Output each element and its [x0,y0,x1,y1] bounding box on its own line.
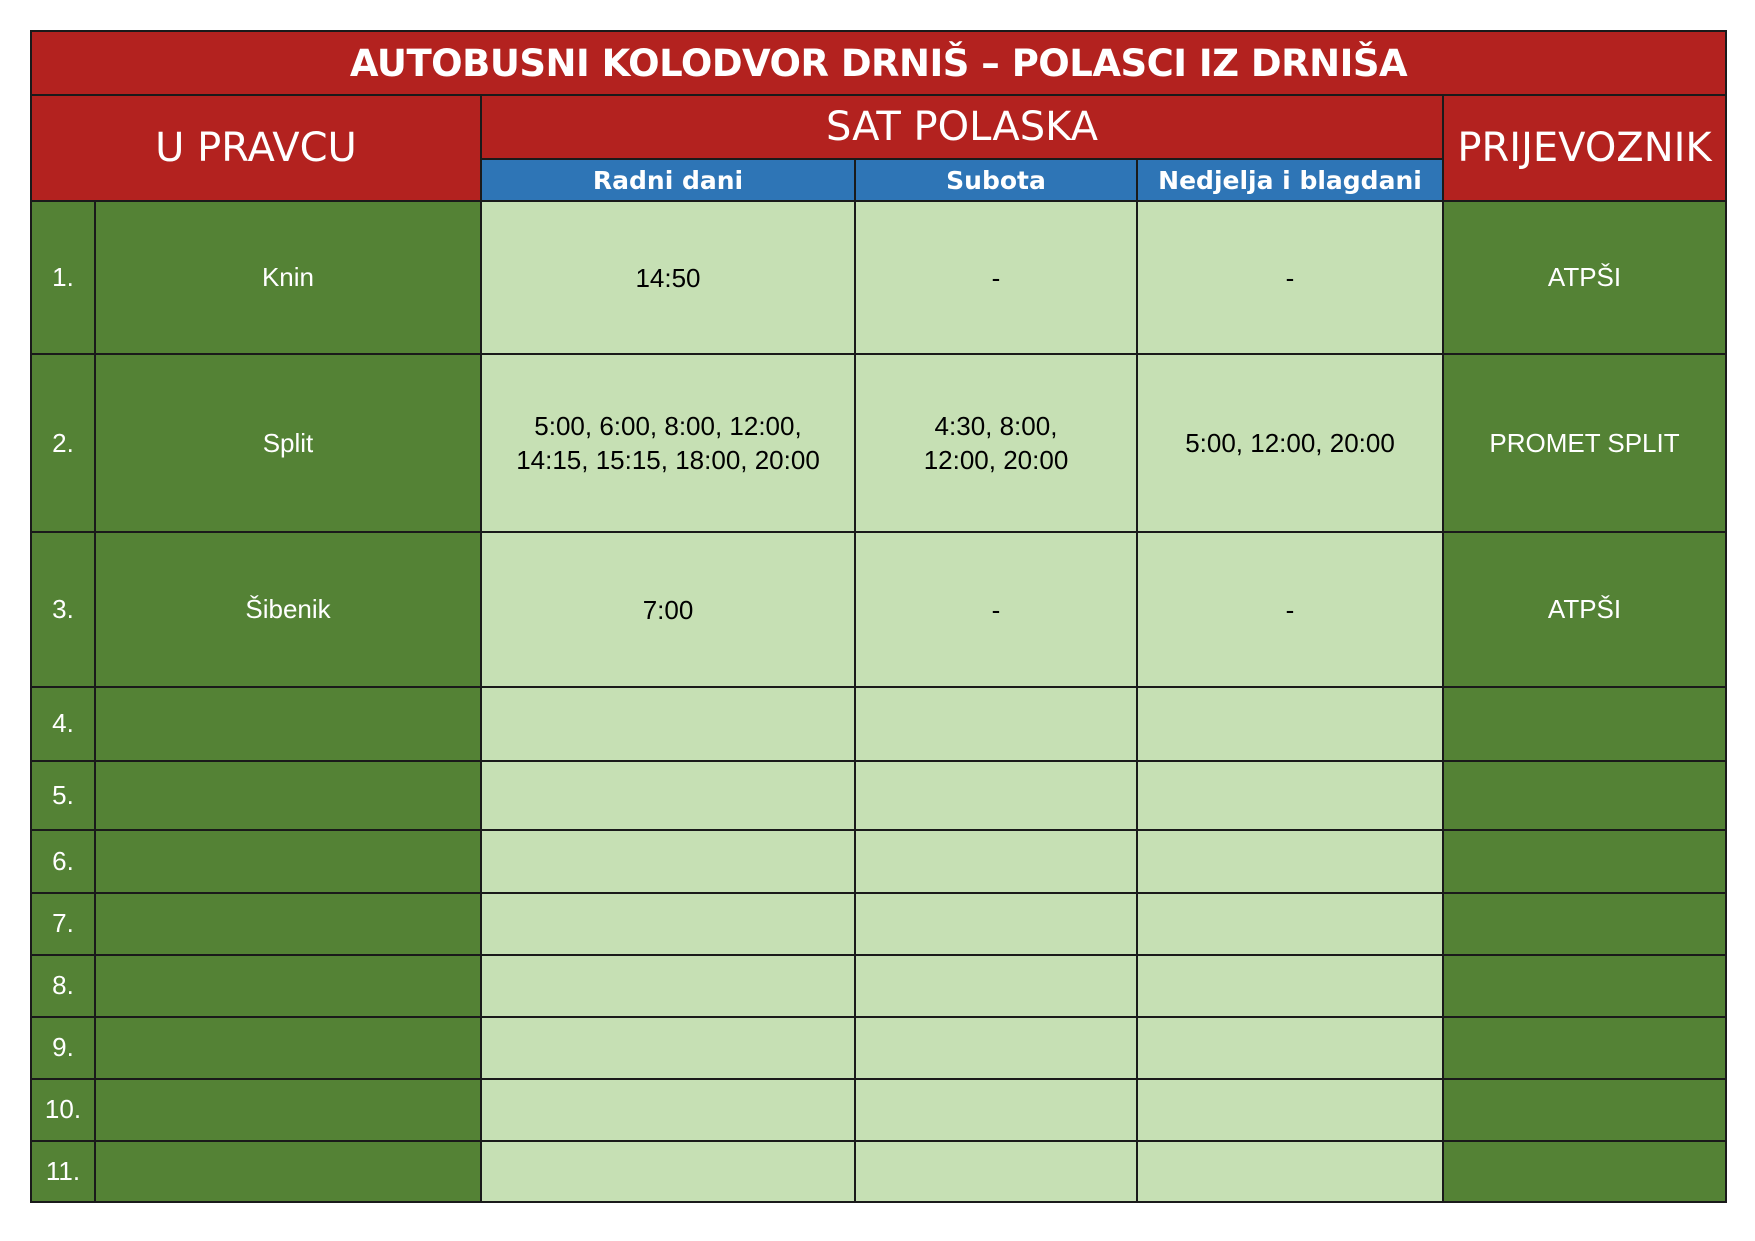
carrier-cell [1443,830,1726,893]
carrier-cell [1443,955,1726,1017]
table-row [31,893,1726,955]
direction-cell [95,830,481,893]
sunday-cell [1137,1017,1443,1079]
direction-cell: Šibenik [95,532,481,687]
saturday-cell [855,1141,1137,1202]
table-row [31,761,1726,830]
carrier-cell [1443,1017,1726,1079]
sunday-cell [1137,761,1443,830]
sunday-cell [1137,955,1443,1017]
direction-cell [95,955,481,1017]
sunday-cell: - [1137,532,1443,687]
table-row [31,687,1726,760]
saturday-cell: - [855,532,1137,687]
carrier-cell: ATPŠI [1443,532,1726,687]
saturday-cell: - [855,201,1137,354]
table-row [31,1017,1726,1079]
table-row [31,830,1726,893]
row-number: 11. [31,1141,95,1202]
workdays-cell: 7:00 [481,532,855,687]
page-title: AUTOBUSNI KOLODVOR DRNIŠ – POLASCI IZ DRNIŠA [31,31,1726,95]
row-number: 5. [31,761,95,830]
header-workdays: Radni dani [481,159,855,201]
saturday-cell [855,687,1137,760]
table-row [31,1141,1726,1202]
direction-cell [95,1079,481,1141]
direction-cell: Knin [95,201,481,354]
carrier-cell [1443,893,1726,955]
row-number: 10. [31,1079,95,1141]
sunday-cell [1137,1079,1443,1141]
saturday-cell [855,1079,1137,1141]
workdays-cell [481,1017,855,1079]
workdays-cell [481,1141,855,1202]
sunday-cell [1137,830,1443,893]
header-sunday-holidays: Nedjelja i blagdani [1137,159,1443,201]
sunday-cell: - [1137,201,1443,354]
workdays-cell: 14:50 [481,201,855,354]
workdays-cell [481,687,855,760]
workdays-cell: 5:00, 6:00, 8:00, 12:00, 14:15, 15:15, 18:00, 20:00 [481,354,855,532]
carrier-cell [1443,761,1726,830]
direction-cell [95,1141,481,1202]
workdays-cell [481,1079,855,1141]
header-direction: U PRAVCU [31,95,481,201]
carrier-cell: ATPŠI [1443,201,1726,354]
header-departure-time: SAT POLASKA [481,95,1443,159]
sunday-cell [1137,1141,1443,1202]
row-number: 9. [31,1017,95,1079]
direction-cell [95,1017,481,1079]
workdays-cell [481,830,855,893]
direction-cell [95,893,481,955]
table-row [31,354,1726,532]
direction-cell [95,761,481,830]
saturday-cell [855,893,1137,955]
carrier-cell [1443,1141,1726,1202]
saturday-cell [855,1017,1137,1079]
direction-cell: Split [95,354,481,532]
table-row [31,532,1726,687]
saturday-cell [855,761,1137,830]
workdays-cell [481,955,855,1017]
workdays-cell [481,893,855,955]
saturday-cell [855,830,1137,893]
row-number: 7. [31,893,95,955]
sunday-cell [1137,687,1443,760]
carrier-cell: PROMET SPLIT [1443,354,1726,532]
saturday-cell: 4:30, 8:00, 12:00, 20:00 [855,354,1137,532]
carrier-cell [1443,1079,1726,1141]
table-row [31,201,1726,354]
header-saturday: Subota [855,159,1137,201]
sunday-cell [1137,893,1443,955]
row-number: 8. [31,955,95,1017]
row-number: 4. [31,687,95,760]
sunday-cell: 5:00, 12:00, 20:00 [1137,354,1443,532]
row-number: 6. [31,830,95,893]
row-number: 3. [31,532,95,687]
carrier-cell [1443,687,1726,760]
saturday-cell [855,955,1137,1017]
direction-cell [95,687,481,760]
row-number: 2. [31,354,95,532]
workdays-cell [481,761,855,830]
table-row [31,955,1726,1017]
row-number: 1. [31,201,95,354]
table-row [31,1079,1726,1141]
departure-schedule-table [30,30,1727,1203]
header-carrier: PRIJEVOZNIK [1443,95,1726,201]
